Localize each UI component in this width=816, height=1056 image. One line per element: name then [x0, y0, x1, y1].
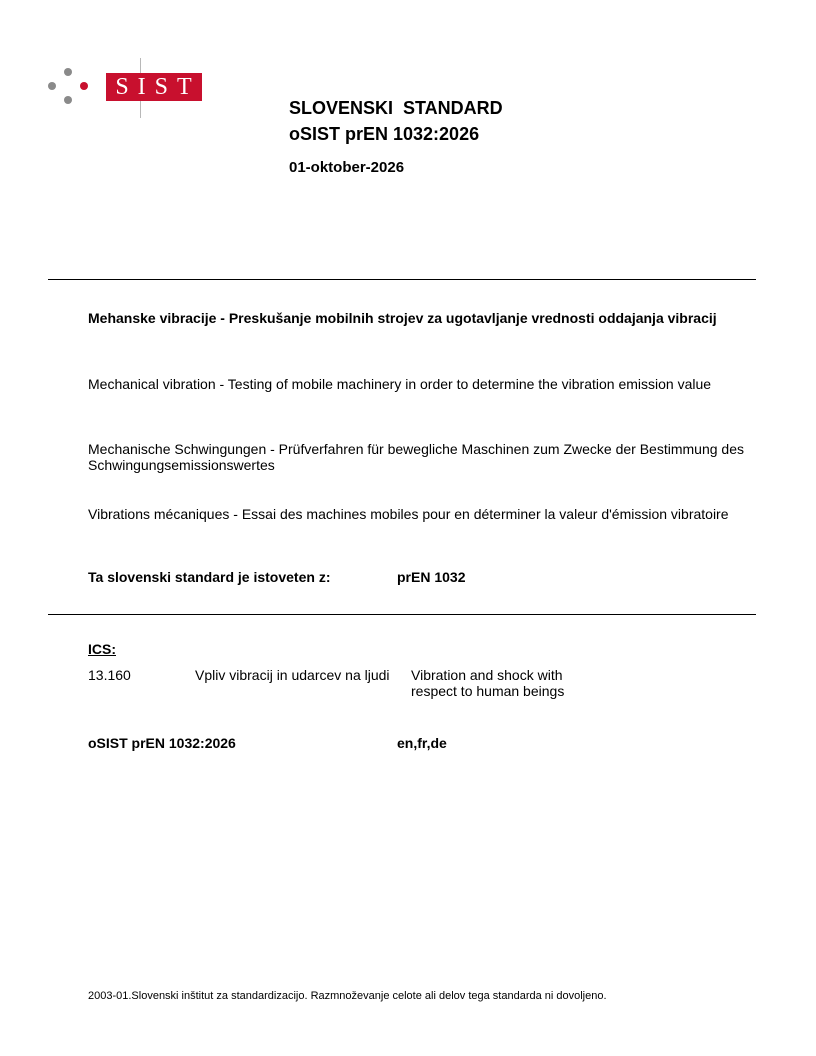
standard-label: SLOVENSKI STANDARD	[289, 98, 503, 118]
identical-value: prEN 1032	[397, 569, 466, 585]
top-divider	[48, 279, 756, 280]
document-id: oSIST prEN 1032:2026	[88, 735, 236, 751]
title-english	[88, 376, 748, 392]
sist-logo	[48, 58, 208, 120]
title-sl-text: Mehanske vibracije - Preskušanje mobilnih strojev za ugotavljanje vrednosti oddajanja vibracij	[88, 310, 717, 326]
ics-description-en: Vibration and shock with respect to human beings	[411, 667, 565, 699]
identical-label: Ta slovenski standard je istoveten z:	[88, 569, 331, 585]
bottom-divider	[48, 614, 756, 615]
title-en-text: Mechanical vibration - Testing of mobile machinery in order to determine the vibration emission value	[88, 376, 712, 392]
logo-dot-right	[80, 82, 88, 90]
ics-description-sl: Vpliv vibracij in udarcev na ljudi	[195, 667, 390, 683]
logo-badge	[106, 73, 202, 101]
copyright-footer: 2003-01.Slovenski inštitut za standardizacijo. Razmnoževanje celote ali delov tega standarda ni dovoljeno.	[88, 990, 607, 1002]
title-french	[88, 506, 748, 522]
logo-text: SIST	[115, 74, 201, 100]
document-languages: en,fr,de	[397, 735, 447, 751]
title-slovenian	[88, 310, 748, 326]
identical-to	[88, 569, 465, 585]
logo-dot-top	[64, 68, 72, 76]
title-de-text: Mechanische Schwingungen - Prüfverfahren für bewegliche Maschinen zum Zwecke der Bestimmung des Schwingungsemissionswertes	[88, 441, 744, 473]
title-german	[88, 441, 748, 473]
standard-header	[289, 95, 749, 176]
publication-date: 01-oktober-2026	[289, 159, 405, 176]
ics-code: 13.160	[88, 667, 131, 683]
document-id-row	[88, 735, 447, 751]
logo-dot-bottom	[64, 96, 72, 104]
logo-dot-left	[48, 82, 56, 90]
ics-heading: ICS:	[88, 641, 116, 657]
standard-id: oSIST prEN 1032:2026	[289, 124, 480, 144]
title-fr-text: Vibrations mécaniques - Essai des machines mobiles pour en déterminer la valeur d'émission vibratoire	[88, 506, 729, 522]
